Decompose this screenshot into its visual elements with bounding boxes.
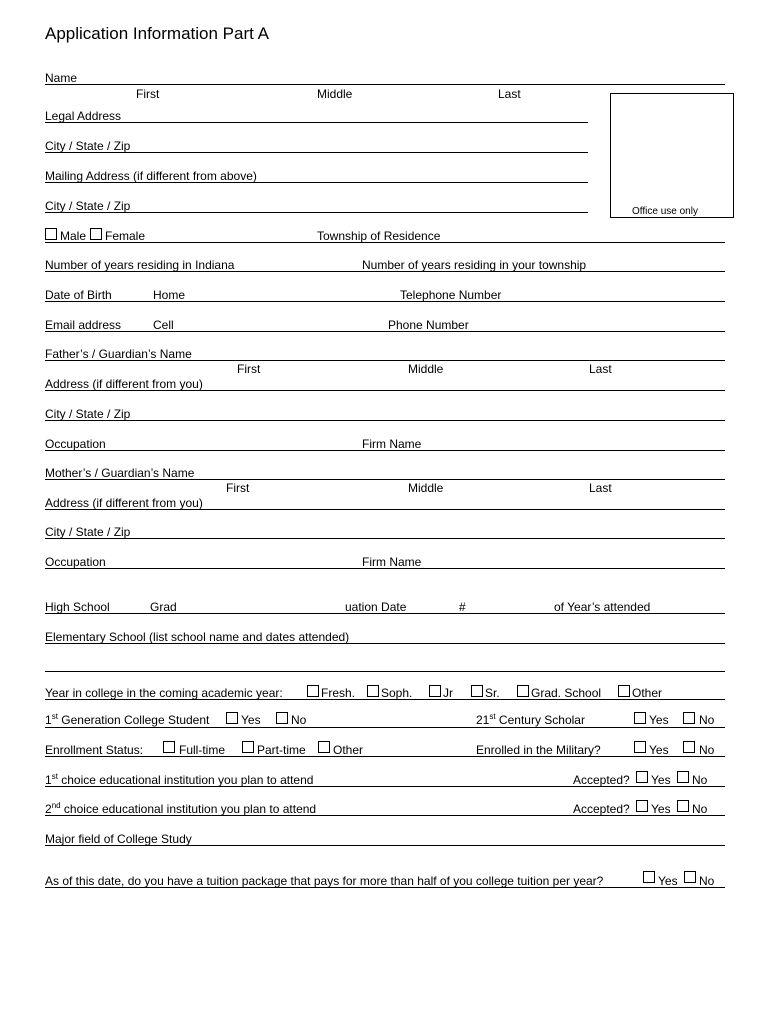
full-time-label: Full-time (179, 743, 226, 757)
first-gen-no-checkbox[interactable] (276, 712, 288, 724)
military-no-checkbox[interactable] (683, 741, 695, 753)
other-enrollment-checkbox[interactable] (318, 741, 330, 753)
legal-address-field[interactable] (45, 122, 588, 123)
mother-address-field[interactable] (45, 509, 725, 510)
dob-label: Date of Birth (45, 288, 112, 302)
page-title: Application Information Part A (45, 24, 269, 43)
senior-checkbox[interactable] (471, 685, 483, 697)
father-address-label: Address (if different from you) (45, 377, 203, 391)
office-use-label: Office use only (632, 206, 698, 217)
mother-address-label: Address (if different from you) (45, 496, 203, 510)
mother-middle-label: Middle (408, 481, 444, 495)
major-label: Major field of College Study (45, 832, 192, 846)
choice1-yes-label: Yes (651, 773, 671, 787)
century-no-checkbox[interactable] (683, 712, 695, 724)
choice1-no-checkbox[interactable] (677, 771, 689, 783)
township-label: Township of Residence (317, 229, 441, 243)
freshman-checkbox[interactable] (307, 685, 319, 697)
choice2-no-checkbox[interactable] (677, 800, 689, 812)
mother-label: Mother’s / Guardian’s Name (45, 466, 195, 480)
sophomore-label: Soph. (381, 686, 413, 700)
mother-name-field[interactable] (45, 479, 725, 480)
choice2-label: 2nd choice educational institution you plan to attend (45, 801, 317, 816)
first-gen-no-label: No (291, 713, 307, 727)
father-city-state-zip-label: City / State / Zip (45, 407, 131, 421)
home-label: Home (153, 288, 186, 302)
enrollment-line (45, 756, 725, 757)
city-state-zip-field[interactable] (45, 152, 588, 153)
father-name-field[interactable] (45, 360, 725, 361)
choice2-yes-label: Yes (651, 802, 671, 816)
other-year-checkbox[interactable] (618, 685, 630, 697)
name-field[interactable] (45, 84, 725, 85)
enrollment-label: Enrollment Status: (45, 743, 144, 757)
tuition-yes-checkbox[interactable] (643, 871, 655, 883)
high-school-field[interactable] (45, 613, 725, 614)
female-label: Female (105, 229, 146, 243)
first-gen-line (45, 727, 725, 728)
choice2-accepted-label: Accepted? (573, 802, 630, 816)
military-yes-label: Yes (649, 743, 669, 757)
tuition-no-checkbox[interactable] (684, 871, 696, 883)
junior-label: Jr (443, 686, 453, 700)
mailing-city-state-zip-label: City / State / Zip (45, 199, 131, 213)
military-yes-checkbox[interactable] (634, 741, 646, 753)
sophomore-checkbox[interactable] (367, 685, 379, 697)
tuition-no-label: No (699, 874, 715, 888)
years-township-label: Number of years residing in your township (362, 258, 587, 272)
father-occupation-label: Occupation (45, 437, 106, 451)
other-enrollment-label: Other (333, 743, 364, 757)
phone-number-label: Phone Number (388, 318, 469, 332)
father-label: Father’s / Guardian’s Name (45, 347, 192, 361)
name-last-label: Last (498, 87, 521, 101)
century-yes-checkbox[interactable] (634, 712, 646, 724)
first-gen-yes-label: Yes (241, 713, 261, 727)
father-middle-label: Middle (408, 362, 444, 376)
mailing-address-field[interactable] (45, 182, 588, 183)
female-checkbox[interactable] (90, 228, 102, 240)
year-college-line (45, 699, 725, 700)
legal-address-label: Legal Address (45, 109, 122, 123)
name-label: Name (45, 71, 78, 85)
telephone-label: Telephone Number (400, 288, 502, 302)
mailing-address-label: Mailing Address (if different from above) (45, 169, 257, 183)
mother-occupation-label: Occupation (45, 555, 106, 569)
military-label: Enrolled in the Military? (476, 743, 601, 757)
mother-firm-label: Firm Name (362, 555, 422, 569)
father-occupation-field[interactable] (45, 450, 725, 451)
century-yes-label: Yes (649, 713, 669, 727)
choice2-yes-checkbox[interactable] (636, 800, 648, 812)
grad-label: Grad (150, 600, 177, 614)
tuition-yes-label: Yes (658, 874, 678, 888)
first-gen-label: 1st Generation College Student (45, 712, 210, 727)
male-checkbox[interactable] (45, 228, 57, 240)
mother-last-label: Last (589, 481, 612, 495)
years-indiana-label: Number of years residing in Indiana (45, 258, 235, 272)
senior-label: Sr. (485, 686, 500, 700)
email-cell-field[interactable] (45, 331, 725, 332)
year-college-label: Year in college in the coming academic year: (45, 686, 283, 700)
father-last-label: Last (589, 362, 612, 376)
elementary-label: Elementary School (list school name and dates attended) (45, 630, 350, 644)
name-middle-label: Middle (317, 87, 353, 101)
grad-school-checkbox[interactable] (517, 685, 529, 697)
choice1-accepted-label: Accepted? (573, 773, 630, 787)
name-first-label: First (136, 87, 160, 101)
city-state-zip-label: City / State / Zip (45, 139, 131, 153)
choice1-no-label: No (692, 773, 708, 787)
century-no-label: No (699, 713, 715, 727)
other-year-label: Other (632, 686, 663, 700)
father-firm-label: Firm Name (362, 437, 422, 451)
male-label: Male (60, 229, 87, 243)
tuition-line (45, 887, 725, 888)
mother-occupation-field[interactable] (45, 568, 725, 569)
cell-label: Cell (153, 318, 174, 332)
years-attended-label: of Year’s attended (554, 600, 651, 614)
gender-township-field[interactable] (45, 242, 725, 243)
dob-phone-field[interactable] (45, 301, 725, 302)
office-use-box (610, 93, 734, 218)
father-city-state-zip-field[interactable] (45, 420, 725, 421)
email-label: Email address (45, 318, 122, 332)
mailing-city-state-zip-field[interactable] (45, 212, 588, 213)
freshman-label: Fresh. (321, 686, 356, 700)
part-time-checkbox[interactable] (242, 741, 254, 753)
choice1-field[interactable] (45, 786, 725, 787)
choice2-no-label: No (692, 802, 708, 816)
elementary-field-2[interactable] (45, 671, 725, 672)
major-field[interactable] (45, 845, 725, 846)
full-time-checkbox[interactable] (163, 741, 175, 753)
grad-school-label: Grad. School (531, 686, 602, 700)
junior-checkbox[interactable] (429, 685, 441, 697)
part-time-label: Part-time (257, 743, 306, 757)
number-sign-label: # (459, 600, 466, 614)
years-field[interactable] (45, 271, 725, 272)
father-first-label: First (237, 362, 261, 376)
elementary-field[interactable] (45, 643, 725, 644)
mother-city-state-zip-label: City / State / Zip (45, 525, 131, 539)
mother-first-label: First (226, 481, 250, 495)
graduation-date-label: uation Date (345, 600, 407, 614)
first-gen-yes-checkbox[interactable] (226, 712, 238, 724)
choice2-field[interactable] (45, 815, 725, 816)
father-address-field[interactable] (45, 390, 725, 391)
military-no-label: No (699, 743, 715, 757)
mother-city-state-zip-field[interactable] (45, 538, 725, 539)
choice1-yes-checkbox[interactable] (636, 771, 648, 783)
high-school-label: High School (45, 600, 110, 614)
choice1-label: 1st choice educational institution you plan to attend (45, 772, 314, 787)
tuition-label: As of this date, do you have a tuition package that pays for more than half of you college tuition per year? (45, 874, 604, 888)
century-scholar-label: 21st Century Scholar (476, 712, 585, 727)
